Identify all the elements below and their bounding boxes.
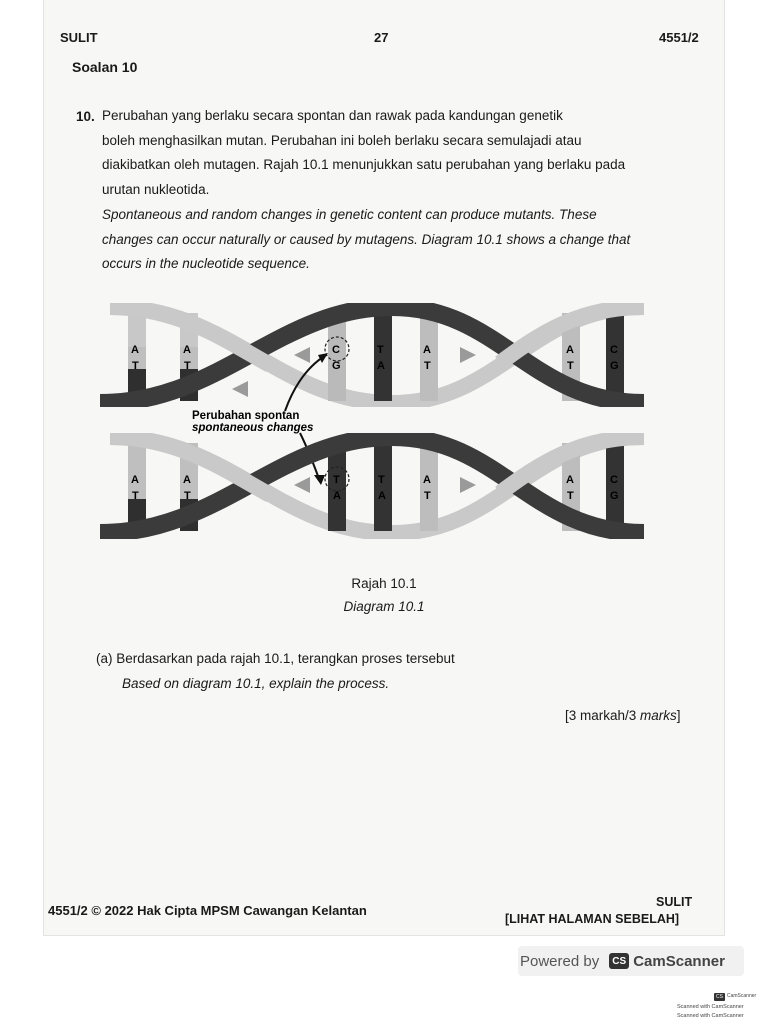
base-letter-A: A (423, 474, 431, 486)
camscanner-watermark (518, 946, 744, 976)
marks-prefix: [3 markah/3 (565, 708, 641, 723)
base-letter-A: A (423, 344, 431, 356)
part-a-text-malay: Berdasarkan pada rajah 10.1, terangkan proses tersebut (116, 651, 455, 666)
base-letter-A: A (377, 360, 385, 372)
strand-arrow (460, 477, 476, 493)
base-letter-T: T (424, 490, 431, 502)
base-letter-G: G (332, 360, 341, 372)
base-letter-T: T (567, 360, 574, 372)
malay-line-2: boleh menghasilkan mutan. Perubahan ini boleh berlaku secara semulajadi atau (102, 132, 582, 148)
part-a-question-malay (96, 651, 455, 666)
marks-suffix: ] (676, 708, 681, 723)
base-letter-C: C (610, 344, 618, 356)
base-letter-T: T (132, 360, 139, 372)
camscanner-logo-icon: CS (609, 953, 629, 969)
base-pair-rung (128, 313, 146, 347)
arrowhead (314, 475, 325, 485)
base-letter-C: C (610, 474, 618, 486)
part-a-text-english: Based on diagram 10.1, explain the process. (122, 676, 390, 691)
footer-copyright: 4551/2 © 2022 Hak Cipta MPSM Cawangan Kelantan (48, 903, 367, 918)
header-page-number: 27 (374, 30, 389, 45)
base-pair-rung (606, 443, 624, 531)
english-line-3: occurs in the nucleotide sequence. (102, 256, 310, 271)
question-text-malay (102, 104, 712, 202)
diagram-caption-malay: Rajah 10.1 (351, 576, 417, 591)
diagram-caption-english: Diagram 10.1 (343, 599, 425, 614)
base-letter-A: A (183, 344, 191, 356)
base-letter-G: G (610, 490, 619, 502)
header-paper-code: 4551/2 (659, 30, 699, 45)
base-letter-A: A (378, 490, 386, 502)
base-letter-C: C (332, 344, 340, 356)
base-letter-T: T (184, 360, 191, 372)
malay-line-3: diakibatkan oleh mutagen. Rajah 10.1 menunjukkan satu perubahan yang berlaku pada (102, 157, 626, 172)
powered-by-label: Powered by (520, 952, 600, 970)
base-letter-G: G (610, 360, 619, 372)
arrowhead (318, 353, 328, 363)
strand-arrow (294, 347, 310, 363)
base-letter-A: A (183, 474, 191, 486)
strand-arrow (232, 381, 248, 397)
base-letter-T: T (378, 474, 385, 486)
annotation-malay: Perubahan spontan (192, 410, 300, 422)
marks-allocation (565, 708, 681, 723)
base-letter-A: A (131, 344, 139, 356)
camscanner-brand: CamScanner (633, 952, 725, 970)
base-pair-rung (606, 313, 624, 401)
base-pair-rung (374, 313, 392, 401)
header-sulit: SULIT (60, 30, 98, 45)
dna-mutation-diagram (100, 303, 644, 539)
base-letter-T: T (567, 490, 574, 502)
camscanner-small-label: CamScanner (727, 993, 757, 999)
footer-sulit: SULIT (656, 895, 693, 909)
strand-arrow (294, 477, 310, 493)
camscanner-small-logo-icon: CS (714, 993, 725, 1001)
english-line-2: changes can occur naturally or caused by mutagens. Diagram 10.1 shows a change that (102, 231, 631, 247)
part-a-label: (a) (96, 651, 113, 666)
base-letter-A: A (566, 474, 574, 486)
base-letter-T: T (333, 474, 340, 486)
malay-line-1: Perubahan yang berlaku secara spontan dan rawak pada kandungan genetik (102, 108, 563, 123)
base-letter-T: T (377, 344, 384, 356)
dna-strand-mutated (100, 437, 644, 533)
section-title: Soalan 10 (72, 59, 138, 75)
question-number: 10. (76, 109, 95, 124)
base-pair-rung (374, 443, 392, 531)
english-line-1: Spontaneous and random changes in genetic content can produce mutants. These (102, 207, 597, 222)
annotation-english: spontaneous changes (192, 422, 314, 434)
strand-arrow (460, 347, 476, 363)
base-letter-A: A (566, 344, 574, 356)
question-text-english (102, 203, 712, 277)
base-pair-rung (420, 443, 438, 531)
scan-stamp-line-2: Scanned with CamScanner (677, 1013, 744, 1019)
base-letter-A: A (131, 474, 139, 486)
footer-next-page: [LIHAT HALAMAN SEBELAH] (505, 912, 680, 926)
base-pair-rung (420, 313, 438, 401)
malay-line-4: urutan nukleotida. (102, 181, 210, 197)
marks-italic: marks (640, 708, 677, 723)
dna-strand-original (100, 307, 644, 403)
base-letter-T: T (424, 360, 431, 372)
base-letter-T: T (184, 490, 191, 502)
base-letter-A: A (333, 490, 341, 502)
scan-stamp-line-1: Scanned with CamScanner (677, 1004, 744, 1010)
base-letter-T: T (132, 490, 139, 502)
